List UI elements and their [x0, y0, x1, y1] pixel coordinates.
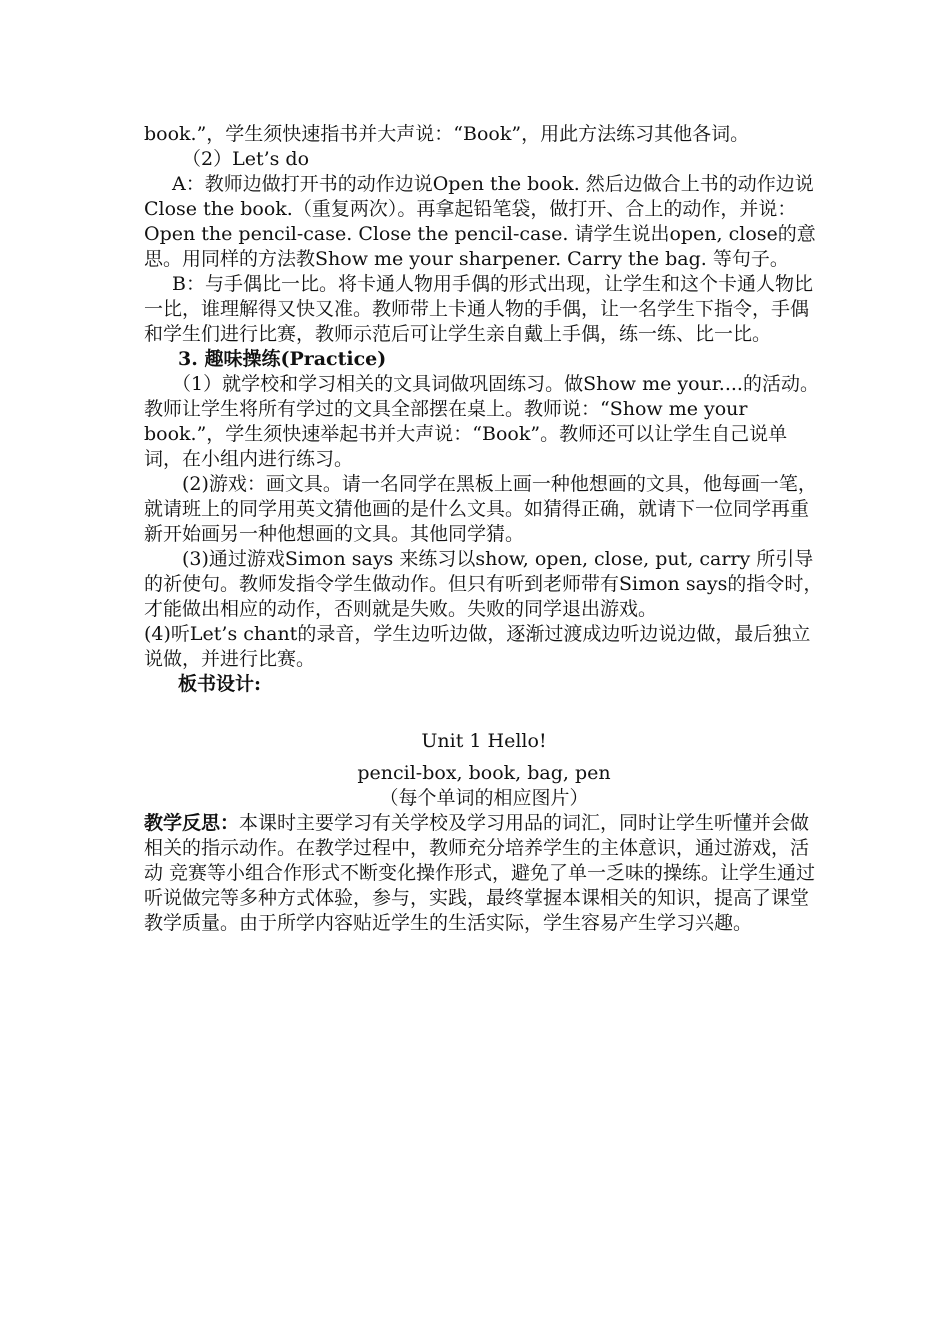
section-heading-practice: 3. 趣味操练(Practice) [178, 348, 387, 370]
paragraph-practice-1: （1）就学校和学习相关的文具词做巩固练习。做Show me your....的活动。教师让学生将所有学过的文具全部摆在桌上。教师说：“Show me your book.”，学生须快速举起书并大声说：“Book”。教师还可以让学生自己说单词，在小组内进行练习。 [144, 373, 819, 470]
subheading-lets-do: （2）Let’s do [182, 148, 310, 170]
paragraph-practice-2: (2)游戏：画文具。请一名同学在黑板上画一种他想画的文具，他每画一笔，就请班上的同学用英文猜他画的是什么文具。如猜得正确，就请下一位同学再重新开始画另一种他想画的文具。其他同学猜。 [144, 473, 817, 545]
board-words: pencil-box, book, bag, pen [357, 762, 611, 784]
reflection-label: 教学反思： [144, 812, 240, 834]
board-design-heading: 板书设计: [178, 673, 262, 695]
paragraph-activity-b: B：与手偶比一比。将卡通人物用手偶的形式出现，让学生和这个卡通人物比一比，谁理解得又快又准。教师带上卡通人物的手偶，让一名学生下指令，手偶和学生们进行比赛，教师示范后可让学生亲自戴上手偶，练一练、比一比。 [144, 273, 813, 345]
document-page [144, 122, 824, 936]
paragraph-book-practice: book.”，学生须快速指书并大声说：“Book”，用此方法练习其他各词。 [144, 123, 750, 145]
paragraph-practice-3: (3)通过游戏Simon says 来练习以show, open, close, put, carry 所引导的祈使句。教师发指令学生做动作。但只有听到老师带有Simon says的指令时，才能做出相应的动作，否则就是失败。失败的同学退出游戏。 [144, 548, 823, 620]
board-title: Unit 1 Hello! [421, 730, 547, 752]
reflection-text: 本课时主要学习有关学校及学习用品的词汇，同时让学生听懂并会做相关的指示动作。在教学过程中，教师充分培养学生的主体意识，通过游戏，活动 竞赛等小组合作形式不断变化操作形式，避免了单一乏味的操练。让学生通过听说做完等多种方式体验，参与，实践，最终掌握本课相关的知识，提高了课堂教学质量。由于所学内容贴近学生的生活实际，学生容易产生学习兴趣。 [144, 812, 816, 934]
spacer [144, 697, 824, 729]
spacer [144, 754, 824, 761]
board-note: （每个单词的相应图片） [379, 787, 589, 809]
teaching-reflection [144, 811, 824, 936]
paragraph-activity-a: A：教师边做打开书的动作边说Open the book. 然后边做合上书的动作边说Close the book.（重复两次）。再拿起铅笔袋，做打开、合上的动作，并说：Open the pencil-case. Close the pencil-case. 请学生说出open, close的意思。用同样的方法教Show me your sharpener. Carry the bag. 等句子。 [144, 173, 816, 270]
paragraph-practice-4: (4)听Let’s chant的录音，学生边听边做，逐渐过渡成边听边说边做，最后独立说做，并进行比赛。 [144, 623, 811, 670]
